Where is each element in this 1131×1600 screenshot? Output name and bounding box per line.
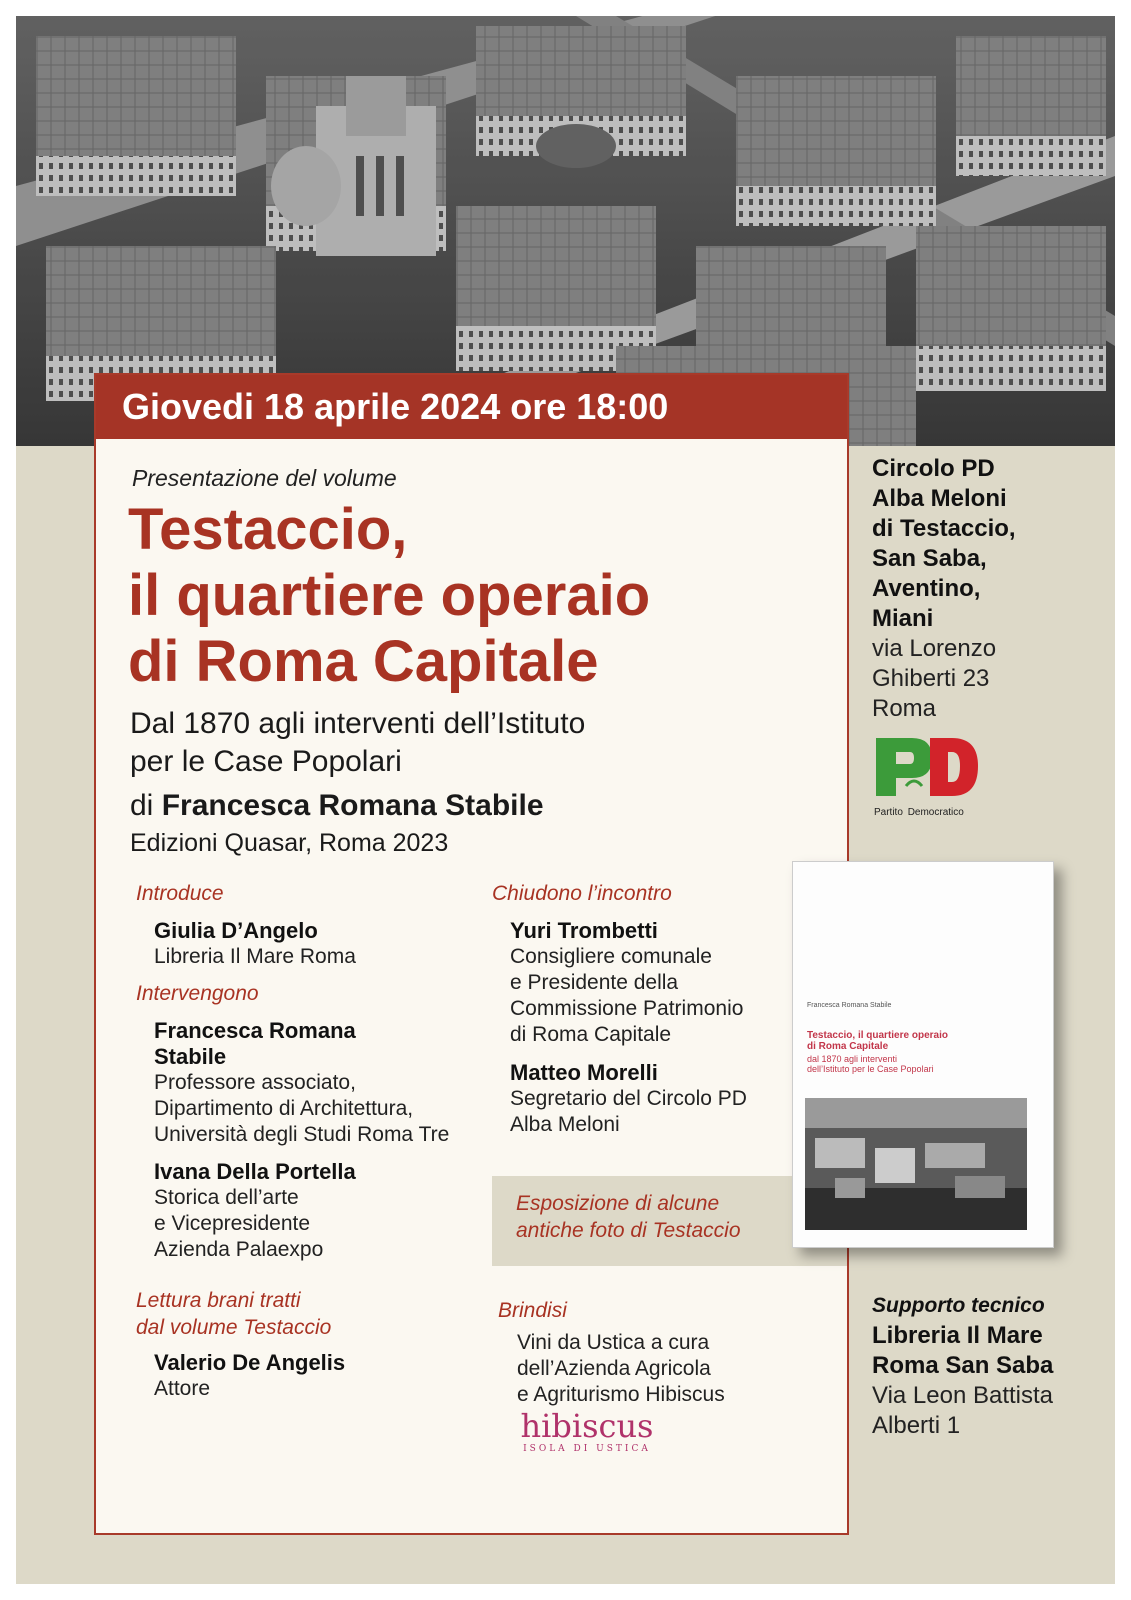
closer-desc: Alba Meloni [510,1113,620,1136]
pd-logo-mark [874,736,984,798]
closer-name: Yuri Trombetti [510,918,658,943]
speaker-desc: Dipartimento di Architettura, [154,1097,414,1120]
venue-name-line: di Testaccio, [872,515,1016,542]
closer-desc: Commissione Patrimonio [510,997,744,1020]
title-line: di Roma Capitale [128,629,599,694]
book-cover-subtitle [807,1054,934,1074]
exhibition-line: antiche foto di Testaccio [516,1219,741,1242]
title-line: Testaccio, [128,497,408,562]
book-title [128,497,828,695]
lettura-line: Lettura brani tratti [136,1289,301,1312]
date-banner: Giovedi 18 aprile 2024 ore 18:00 [96,375,847,439]
speaker-2 [154,1159,356,1263]
introduce-label: Introduce [136,882,224,905]
reader-desc: Attore [154,1377,211,1400]
speaker-desc: Storica dell’arte [154,1186,299,1209]
speaker-1 [154,1018,449,1148]
book-cover-photo [805,1098,1027,1230]
introducer [154,918,356,970]
book-cover-subtitle-line: dell’Istituto per le Case Popolari [807,1064,934,1074]
support-address-line: Alberti 1 [872,1412,961,1439]
speaker-name: Stabile [154,1044,227,1069]
support-address-line: Via Leon Battista [872,1382,1054,1409]
brindisi-line: e Agriturismo Hibiscus [517,1383,725,1406]
publisher: Edizioni Quasar, Roma 2023 [130,829,449,857]
author-name: Francesca Romana Stabile [161,789,544,822]
support-name-line: Roma San Saba [872,1352,1054,1379]
introducer-name: Giulia D’Angelo [154,918,318,943]
brindisi-text [517,1330,725,1408]
speaker-desc: Professore associato, [154,1071,356,1094]
hibiscus-logo [517,1408,657,1454]
poster [16,16,1115,1584]
pd-logo [874,736,984,826]
closer-2 [510,1060,747,1138]
speaker-desc: e Vicepresidente [154,1212,311,1235]
chiudono-label: Chiudono l’incontro [492,882,672,905]
speaker-desc: Azienda Palaexpo [154,1238,324,1261]
closer-desc: di Roma Capitale [510,1023,672,1046]
book-cover-title-line: di Roma Capitale [807,1041,889,1052]
presentation-label: Presentazione del volume [132,465,397,491]
hibiscus-wordmark: hibiscus [520,1407,654,1445]
book-cover-title [807,1030,948,1052]
book-cover-title-line: Testaccio, il quartiere operaio [807,1030,948,1041]
book-cover-author: Francesca Romana Stabile [807,1002,892,1009]
speaker-desc: Università degli Studi Roma Tre [154,1123,450,1146]
venue-address-line: via Lorenzo [872,635,997,662]
venue-name-line: Alba Meloni [872,485,1007,512]
author-line [130,789,544,823]
venue-address-line: Ghiberti 23 [872,665,990,692]
exhibition-line: Esposizione di alcune [516,1192,720,1215]
closer-name: Matteo Morelli [510,1060,658,1085]
subtitle-line: Dal 1870 agli interventi dell’Istituto [130,707,586,740]
venue-name-line: San Saba, [872,545,987,572]
brindisi-label: Brindisi [498,1299,567,1322]
venue-name-line: Miani [872,605,934,632]
author-prefix: di [130,789,154,822]
lettura-label [136,1287,331,1341]
pd-caption-right: Democratico [907,807,964,818]
closer-1 [510,918,743,1048]
book-subtitle [130,705,820,781]
speaker-name: Francesca Romana [154,1018,356,1043]
lettura-line: dal volume Testaccio [136,1316,332,1339]
closer-desc: Consigliere comunale [510,945,712,968]
intervengono-label: Intervengono [136,982,259,1005]
book-cover-subtitle-line: dal 1870 agli interventi [807,1054,898,1064]
venue-block [872,454,1016,724]
subtitle-line: per le Case Popolari [130,745,402,778]
support-name-line: Libreria Il Mare [872,1322,1043,1349]
support-block [872,1291,1053,1441]
reader [154,1350,345,1402]
hibiscus-tagline: ISOLA DI USTICA [523,1444,651,1454]
pd-caption-left: Partito [874,807,903,818]
reader-name: Valerio De Angelis [154,1350,346,1375]
support-label: Supporto tecnico [872,1294,1045,1317]
venue-name-line: Circolo PD [872,455,995,482]
title-line: il quartiere operaio [128,563,651,628]
pd-caption [874,807,984,818]
speaker-name: Ivana Della Portella [154,1159,356,1184]
introducer-desc: Libreria Il Mare Roma [154,945,356,968]
exhibition-text [516,1190,741,1244]
closer-desc: Segretario del Circolo PD [510,1087,747,1110]
event-card [94,373,849,1535]
book-cover [792,861,1054,1248]
closer-desc: e Presidente della [510,971,679,994]
venue-name-line: Aventino, [872,575,981,602]
brindisi-line: dell’Azienda Agricola [517,1357,711,1380]
venue-address-line: Roma [872,695,937,722]
brindisi-line: Vini da Ustica a cura [517,1331,710,1354]
